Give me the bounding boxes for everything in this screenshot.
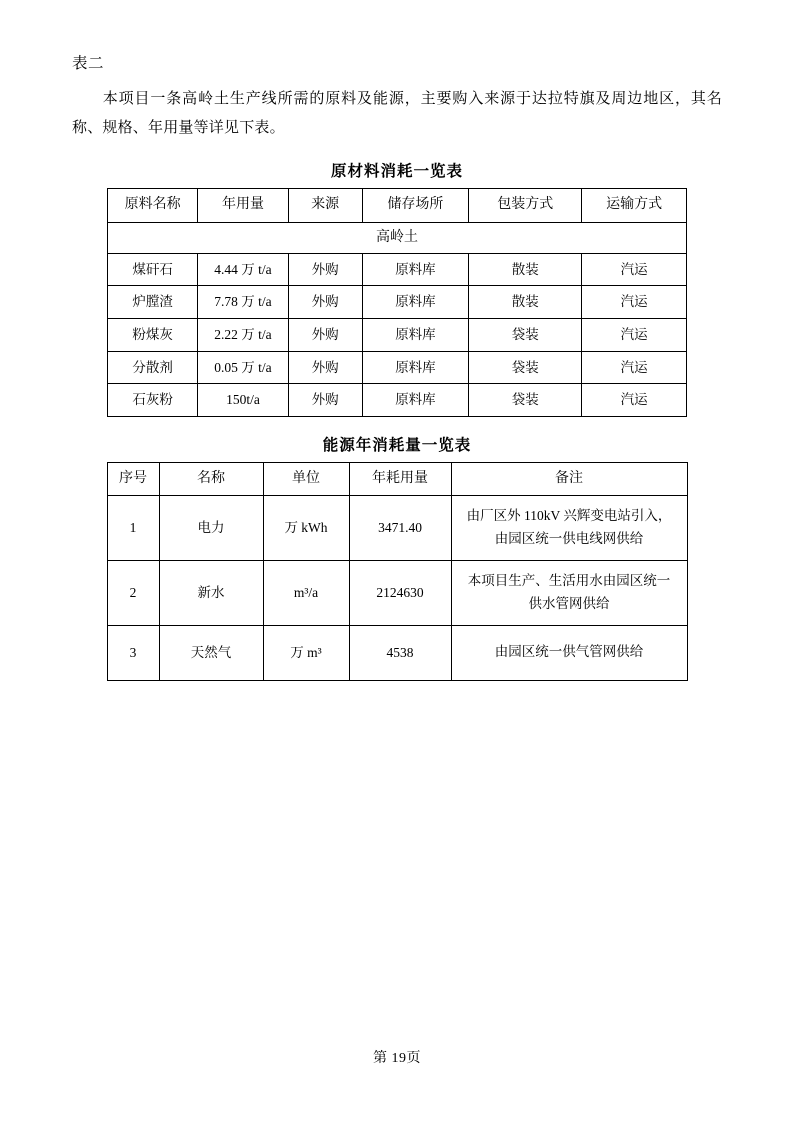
table2-remark-cell: 本项目生产、生活用水由园区统一供水管网供给	[451, 560, 687, 625]
table1-cell: 袋装	[469, 384, 582, 417]
table1-cell: 汽运	[582, 384, 687, 417]
table-row	[108, 319, 687, 352]
table1-cell: 袋装	[469, 319, 582, 352]
table2-cell: 2	[107, 560, 159, 625]
table1-header-cell: 包装方式	[469, 189, 582, 222]
table1-cell: 7.78 万 t/a	[198, 286, 288, 319]
table1-cell: 汽运	[582, 351, 687, 384]
section-label: 表二	[72, 55, 105, 72]
table1-cell: 汽运	[582, 286, 687, 319]
table2-header-cell: 序号	[107, 462, 159, 495]
table1-cell: 外购	[288, 384, 362, 417]
table1-cell: 原料库	[362, 253, 469, 286]
table1-cell: 外购	[288, 319, 362, 352]
table1-cell: 散装	[469, 253, 582, 286]
intro-paragraph	[72, 85, 722, 144]
table1-cell: 原料库	[362, 384, 469, 417]
table1-cell: 粉煤灰	[108, 319, 198, 352]
table1-cell: 汽运	[582, 253, 687, 286]
table1-cell: 煤矸石	[108, 253, 198, 286]
page-footer: 第 19页	[373, 1051, 421, 1066]
table2-header-cell: 年耗用量	[349, 462, 451, 495]
table-row	[107, 560, 687, 625]
table2-cell: 3	[107, 625, 159, 680]
table2-remark-cell: 由园区统一供气管网供给	[451, 625, 687, 680]
table1-cell: 2.22 万 t/a	[198, 319, 288, 352]
table-row	[108, 351, 687, 384]
table-row	[107, 496, 687, 561]
table1-cell: 炉膛渣	[108, 286, 198, 319]
raw-material-table	[107, 188, 687, 416]
table1-cell: 原料库	[362, 351, 469, 384]
table1-header-cell: 储存场所	[362, 189, 469, 222]
table1-section-label: 高岭土	[108, 222, 687, 253]
table1-header-cell: 年用量	[198, 189, 288, 222]
table2-cell: 2124630	[349, 560, 451, 625]
table1-cell: 分散剂	[108, 351, 198, 384]
table1-header-cell: 原料名称	[108, 189, 198, 222]
table2-cell: 万 kWh	[263, 496, 349, 561]
table-section-row	[108, 222, 687, 253]
table2-cell: m³/a	[263, 560, 349, 625]
energy-consumption-table	[107, 462, 688, 681]
table2-header-cell: 单位	[263, 462, 349, 495]
table1-cell: 4.44 万 t/a	[198, 253, 288, 286]
table1-cell: 袋装	[469, 351, 582, 384]
table2-cell: 3471.40	[349, 496, 451, 561]
table1-title: 原材料消耗一览表	[330, 163, 463, 181]
table1-header-cell: 运输方式	[582, 189, 687, 222]
table2-title: 能源年消耗量一览表	[322, 436, 472, 454]
table2-header-cell: 备注	[451, 462, 687, 495]
table1-cell: 原料库	[362, 319, 469, 352]
table1-cell: 外购	[288, 351, 362, 384]
table2-cell: 电力	[159, 496, 263, 561]
table1-cell: 石灰粉	[108, 384, 198, 417]
table-header-row	[107, 462, 687, 495]
table1-header-cell: 来源	[288, 189, 362, 222]
table1-cell: 原料库	[362, 286, 469, 319]
table2-cell: 4538	[349, 625, 451, 680]
table1-cell: 汽运	[582, 319, 687, 352]
table-header-row	[108, 189, 687, 222]
table1-cell: 0.05 万 t/a	[198, 351, 288, 384]
table1-cell: 散装	[469, 286, 582, 319]
paragraph-text: 本项目一条高岭土生产线所需的原料及能源，主要购入来源于达拉特旗及周边地区，其名称、规格、年用量等详见下表。	[72, 90, 722, 137]
table1-cell: 150t/a	[198, 384, 288, 417]
table1-cell: 外购	[288, 253, 362, 286]
table-row	[108, 253, 687, 286]
table2-header-cell: 名称	[159, 462, 263, 495]
table1-cell: 外购	[288, 286, 362, 319]
table2-cell: 万 m³	[263, 625, 349, 680]
table-row	[107, 625, 687, 680]
table2-cell: 1	[107, 496, 159, 561]
table-row	[108, 384, 687, 417]
table2-cell: 新水	[159, 560, 263, 625]
table2-remark-cell: 由厂区外 110kV 兴辉变电站引入，由园区统一供电线网供给	[451, 496, 687, 561]
table-row	[108, 286, 687, 319]
table2-cell: 天然气	[159, 625, 263, 680]
